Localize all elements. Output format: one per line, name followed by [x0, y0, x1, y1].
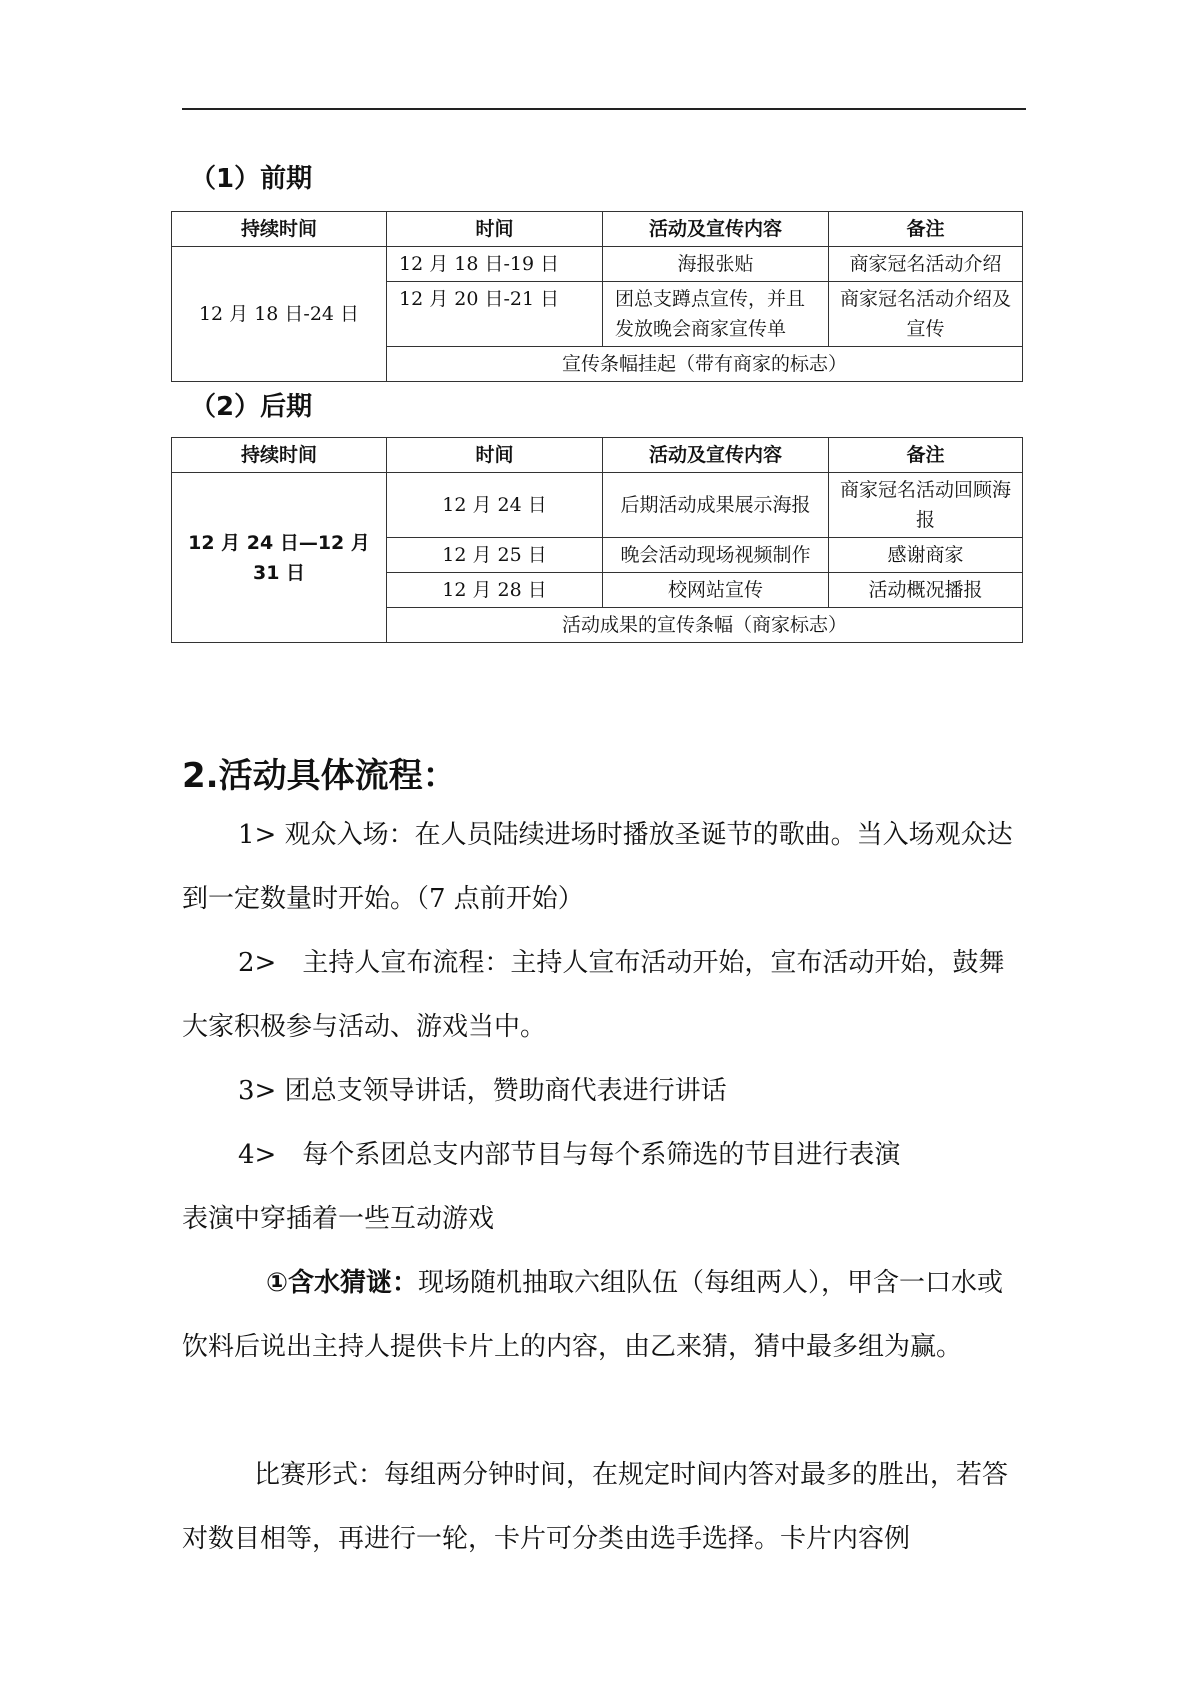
- flow-heading: 2.活动具体流程：: [182, 756, 457, 796]
- content-cell: 校网站宣传: [603, 573, 829, 608]
- flow-paragraph-3: 3> 团总支领导讲话，赞助商代表进行讲话: [238, 1076, 727, 1106]
- time-cell: 12 月 25 日: [387, 538, 603, 573]
- header-time: 时间: [387, 438, 603, 473]
- content-cell: 后期活动成果展示海报: [603, 473, 829, 538]
- note-cell: 商家冠名活动介绍: [829, 247, 1023, 282]
- time-cell: 12 月 20 日-21 日: [387, 282, 603, 347]
- content-cell: 海报张贴: [603, 247, 829, 282]
- late-schedule-table: [171, 437, 1023, 643]
- duration-cell: 12 月 18 日-24 日: [172, 247, 387, 382]
- duration-cell: 12 月 24 日—12 月 31 日: [172, 473, 387, 643]
- game-text: 现场随机抽取六组队伍（每组两人），甲含一口水或饮料后说出主持人提供卡片上的内容，由乙来猜，猜中最多组为赢。: [182, 1268, 1004, 1362]
- flow-paragraph-4: 4> 每个系团总支内部节目与每个系筛选的节目进行表演: [238, 1140, 901, 1170]
- table-row: [172, 247, 1023, 282]
- flow-paragraph-format: 比赛形式：每组两分钟时间，在规定时间内答对最多的胜出，若答对数目相等，再进行一轮，卡片可分类由选手选择。卡片内容例: [182, 1460, 1009, 1554]
- header-content: 活动及宣传内容: [603, 438, 829, 473]
- note-cell: 活动概况播报: [829, 573, 1023, 608]
- header-content: 活动及宣传内容: [603, 212, 829, 247]
- header-time: 时间: [387, 212, 603, 247]
- footer-cell: 宣传条幅挂起（带有商家的标志）: [387, 347, 1023, 382]
- content-cell: 晚会活动现场视频制作: [603, 538, 829, 573]
- content-cell: 团总支蹲点宣传，并且发放晚会商家宣传单: [603, 282, 829, 347]
- header-rule: [182, 108, 1026, 110]
- flow-paragraph-2: 2> 主持人宣布流程：主持人宣布活动开始，宣布活动开始，鼓舞大家积极参与活动、游戏当中。: [182, 948, 1005, 1042]
- note-cell: 商家冠名活动介绍及宣传: [829, 282, 1023, 347]
- flow-paragraph-game: [182, 1251, 1026, 1379]
- section-title-late: （2）后期: [190, 392, 313, 422]
- section-title-early: （1）前期: [190, 164, 313, 194]
- table-header-row: [172, 212, 1023, 247]
- flow-paragraph-5: 表演中穿插着一些互动游戏: [182, 1204, 495, 1234]
- footer-cell: 活动成果的宣传条幅（商家标志）: [387, 608, 1023, 643]
- game-label: ①含水猜谜：: [266, 1268, 419, 1298]
- time-cell: 12 月 28 日: [387, 573, 603, 608]
- table-row: [172, 473, 1023, 538]
- early-schedule-table: [171, 211, 1023, 382]
- time-cell: 12 月 18 日-19 日: [387, 247, 603, 282]
- time-cell: 12 月 24 日: [387, 473, 603, 538]
- header-note: 备注: [829, 212, 1023, 247]
- header-duration: 持续时间: [172, 438, 387, 473]
- table-header-row: [172, 438, 1023, 473]
- note-cell: 感谢商家: [829, 538, 1023, 573]
- header-duration: 持续时间: [172, 212, 387, 247]
- flow-paragraph-1: 1> 观众入场：在人员陆续进场时播放圣诞节的歌曲。当入场观众达到一定数量时开始。（7 点前开始）: [182, 820, 1013, 914]
- header-note: 备注: [829, 438, 1023, 473]
- note-cell: 商家冠名活动回顾海报: [829, 473, 1023, 538]
